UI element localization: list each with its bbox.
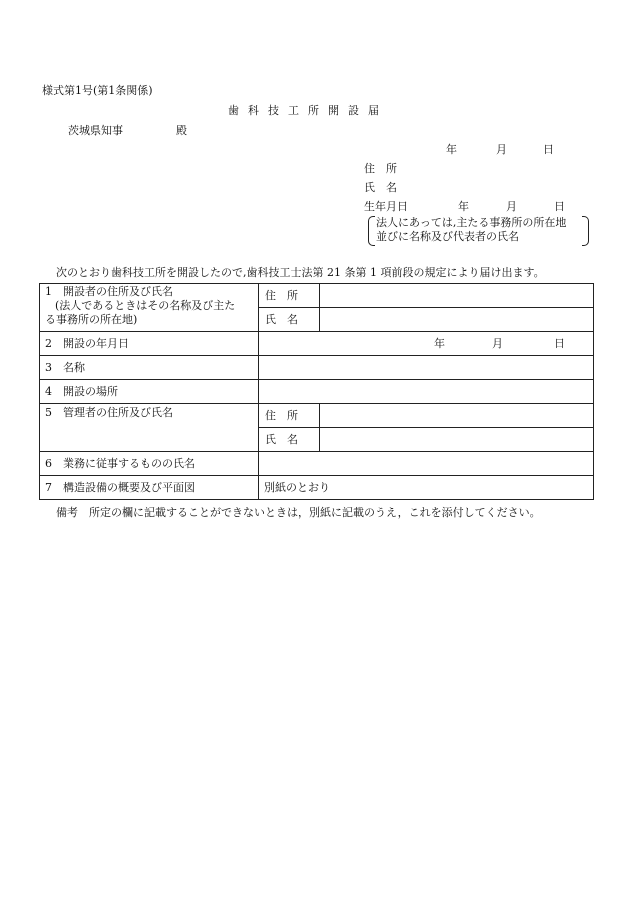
date-month-label: 月 xyxy=(496,143,507,156)
row5-name-value[interactable] xyxy=(320,428,594,452)
corporate-note-line1: 法人にあっては,主たる事務所の所在地 xyxy=(376,216,567,229)
remarks-note: 備考 所定の欄に記載することができないときは，別紙に記載のうえ，これを添付してください。 xyxy=(56,506,541,519)
row7-number: 7 xyxy=(45,480,52,494)
table-row xyxy=(40,380,594,404)
row6-number: 6 xyxy=(45,456,52,470)
row5-label: 管理者の住所及び氏名 xyxy=(63,406,173,419)
row2-day-label: 日 xyxy=(554,337,565,350)
form-number: 様式第1号(第1条関係) xyxy=(42,84,153,97)
row7-label: 構造設備の概要及び平面図 xyxy=(63,480,195,494)
row6-staff-value[interactable] xyxy=(259,452,594,476)
form-table xyxy=(39,283,594,500)
row3-name-value[interactable] xyxy=(259,356,594,380)
row1-address-label: 住 所 xyxy=(259,284,320,308)
birth-year-label: 年 xyxy=(458,200,469,213)
row4-label: 開設の場所 xyxy=(63,384,118,398)
row1-label-note2: る事務所の所在地) xyxy=(45,313,138,326)
applicant-name-label: 氏 名 xyxy=(364,181,397,194)
row2-label: 開設の年月日 xyxy=(63,336,129,350)
corporate-note-line2: 並びに名称及び代表者の氏名 xyxy=(376,230,519,243)
row5-address-value[interactable] xyxy=(320,404,594,428)
row2-year-label: 年 xyxy=(434,337,445,350)
row2-date-value[interactable] xyxy=(259,332,594,356)
row7-facility-value[interactable]: 別紙のとおり xyxy=(259,476,594,500)
date-year-label: 年 xyxy=(446,143,457,156)
birthdate-label: 生年月日 xyxy=(364,200,408,213)
row5-name-label: 氏 名 xyxy=(259,428,320,452)
row3-number: 3 xyxy=(45,360,52,374)
row1-label-note1: (法人であるときはその名称及び主た xyxy=(55,299,236,312)
row4-number: 4 xyxy=(45,384,52,398)
table-row xyxy=(40,284,594,308)
note-bracket-right xyxy=(582,216,589,246)
row4-location-value[interactable] xyxy=(259,380,594,404)
row6-label-cell xyxy=(40,452,259,476)
row1-address-value[interactable] xyxy=(320,284,594,308)
row2-label-cell xyxy=(40,332,259,356)
table-row xyxy=(40,404,594,428)
applicant-address-label: 住 所 xyxy=(364,162,397,175)
row1-label: 開設者の住所及び氏名 xyxy=(63,285,173,298)
row1-name-label: 氏 名 xyxy=(259,308,320,332)
row6-label: 業務に従事するものの氏名 xyxy=(63,456,195,470)
row2-number: 2 xyxy=(45,336,52,350)
form-title: 歯科技工所開設届 xyxy=(228,104,388,117)
table-row xyxy=(40,332,594,356)
row5-number: 5 xyxy=(45,406,52,419)
table-row xyxy=(40,476,594,500)
note-bracket-left xyxy=(368,216,375,246)
intro-statement: 次のとおり歯科技工所を開設したので,歯科技工士法第 21 条第 1 項前段の規定により届け出ます。 xyxy=(56,266,545,279)
row1-number: 1 xyxy=(45,285,52,298)
row1-name-value[interactable] xyxy=(320,308,594,332)
row4-label-cell xyxy=(40,380,259,404)
row7-label-cell xyxy=(40,476,259,500)
addressee: 茨城県知事 xyxy=(68,124,123,137)
row5-address-label: 住 所 xyxy=(259,404,320,428)
row2-month-label: 月 xyxy=(492,337,503,350)
addressee-honorific: 殿 xyxy=(176,124,187,137)
table-row xyxy=(40,452,594,476)
row5-label-cell xyxy=(40,404,259,452)
birth-day-label: 日 xyxy=(554,200,565,213)
row3-label-cell xyxy=(40,356,259,380)
date-day-label: 日 xyxy=(543,143,554,156)
row1-label-cell xyxy=(40,284,259,332)
row3-label: 名称 xyxy=(63,360,85,374)
birth-month-label: 月 xyxy=(506,200,517,213)
table-row xyxy=(40,356,594,380)
